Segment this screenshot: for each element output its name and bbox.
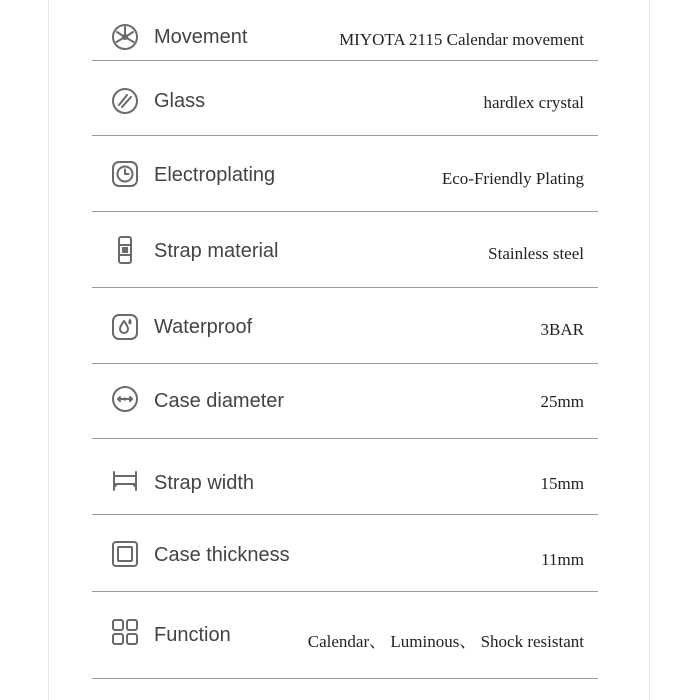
spec-label: Case thickness [154, 544, 290, 566]
spec-value: 11mm [541, 550, 584, 569]
divider [92, 514, 598, 515]
spec-label: Waterproof [154, 316, 253, 338]
diameter-icon [110, 384, 140, 414]
spec-row-movement [92, 14, 598, 60]
grid-icon [110, 617, 140, 647]
spec-value: 15mm [540, 474, 584, 493]
spec-row-case-thickness [92, 530, 598, 585]
movement-icon [110, 22, 140, 52]
divider [92, 135, 598, 136]
spec-value: 3BAR [540, 320, 584, 339]
spec-label: Glass [154, 90, 206, 112]
spec-label: Strap width [154, 472, 255, 494]
divider [92, 363, 598, 364]
spec-value: MIYOTA 2115 Calendar movement [339, 30, 584, 49]
glass-icon [110, 86, 140, 116]
spec-value: hardlex crystal [483, 93, 584, 112]
spec-row-waterproof [92, 302, 598, 357]
divider [92, 60, 598, 61]
spec-row-glass [92, 76, 598, 130]
width-icon [110, 466, 140, 496]
spec-label: Case diameter [154, 390, 285, 412]
spec-row-case-diameter [92, 378, 598, 433]
watch-strap-icon [110, 235, 140, 265]
water-drop-icon [110, 312, 140, 342]
spec-label: Strap material [154, 240, 279, 262]
divider [92, 678, 598, 679]
spec-value: Calendar、 Luminous、 Shock resistant [307, 632, 584, 651]
spec-row-function [92, 608, 598, 668]
spec-label: Movement [154, 26, 248, 48]
spec-value: Stainless steel [488, 244, 584, 263]
spec-value: 25mm [540, 392, 584, 411]
spec-row-electroplating [92, 150, 598, 205]
divider [92, 211, 598, 212]
spec-row-strap-material [92, 226, 598, 281]
thickness-icon [110, 539, 140, 569]
clock-square-icon [110, 159, 140, 189]
spec-value: Eco-Friendly Plating [441, 169, 584, 188]
spec-row-strap-width [92, 455, 598, 510]
divider [92, 438, 598, 439]
divider [92, 591, 598, 592]
spec-label: Electroplating [154, 164, 276, 186]
divider [92, 287, 598, 288]
spec-label: Function [154, 624, 231, 646]
